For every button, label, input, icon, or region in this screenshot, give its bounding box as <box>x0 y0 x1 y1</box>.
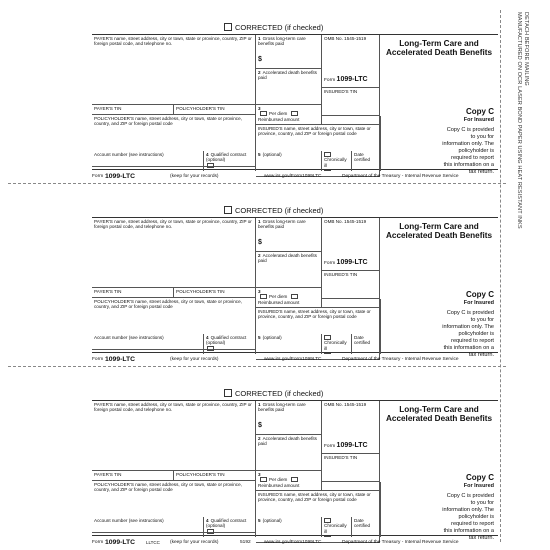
box4-label: Qualified contract (optional) <box>206 152 247 163</box>
box3-number: 3 <box>258 289 261 294</box>
account-number-field[interactable] <box>92 517 204 537</box>
box5-number: 5 <box>258 335 261 340</box>
omb-cell <box>322 35 380 88</box>
chronically-ill-label: Chronically ill <box>324 157 347 168</box>
keep-for-records: (keep for your records) <box>170 540 219 545</box>
side-text-manufactured: MANUFACTURED ON OCR LASER BOND PAPER USING HEAT RESISTANT INKS <box>516 12 522 229</box>
date-certified-field[interactable] <box>352 334 380 354</box>
policyholder-tin-label: POLICYHOLDER'S TIN <box>176 472 225 477</box>
box3-cell <box>256 471 322 491</box>
policyholder-address-label: POLICYHOLDER'S name, street address, city or town, state or province, country, and ZIP or foreign postal code <box>94 482 242 493</box>
box4-label: Qualified contract (optional) <box>206 518 247 529</box>
form-number: 1099-LTC <box>336 442 368 449</box>
per-diem-checkbox[interactable] <box>260 477 267 482</box>
payer-label: PAYER'S name, street address, city or town, state or province, country, ZIP or foreign postal code, and telephone no. <box>94 36 252 47</box>
vertical-perforation <box>500 10 501 542</box>
box5-label: (optional) <box>262 152 282 157</box>
date-certified-label: Date certified <box>354 335 371 346</box>
form-title: Long-Term Care and Accelerated Death Benefits <box>385 222 493 241</box>
box2-number: 2 <box>258 70 261 75</box>
reimbursed-label: Reimbursed amount <box>258 299 300 305</box>
payer-label: PAYER'S name, street address, city or town, state or province, country, ZIP or foreign postal code, and telephone no. <box>94 402 252 413</box>
copy-label: Copy C <box>466 107 494 116</box>
policyholder-tin-field[interactable] <box>174 105 256 115</box>
form-grid <box>92 217 498 358</box>
corrected-checkbox-row[interactable] <box>224 23 364 33</box>
keep-for-records: (keep for your records) <box>170 174 219 179</box>
per-diem-label: Per diem <box>269 477 288 483</box>
reimbursed-checkbox[interactable] <box>291 111 298 116</box>
chronically-ill-checkbox[interactable] <box>324 152 331 157</box>
insured-tin-field[interactable] <box>322 271 380 299</box>
policyholder-tin-field[interactable] <box>174 288 256 298</box>
box4-qualified-contract <box>204 517 256 537</box>
box1-gross-benefits[interactable] <box>256 401 322 435</box>
policyholder-address-label: POLICYHOLDER'S name, street address, city or town, state or province, country, and ZIP or foreign postal code <box>94 299 242 310</box>
terminally-ill-checkbox[interactable] <box>324 536 331 537</box>
footer-form-prefix: Form <box>92 174 104 179</box>
form-title: Long-Term Care and Accelerated Death Benefits <box>385 405 493 424</box>
box5-number: 5 <box>258 152 261 157</box>
payer-tin-label: PAYER'S TIN <box>94 472 122 477</box>
illness-cell <box>322 334 352 354</box>
date-certified-field[interactable] <box>352 151 380 171</box>
insured-tin-label: INSURED'S TIN <box>324 89 358 94</box>
box1-number: 1 <box>258 36 261 41</box>
box5-label: (optional) <box>262 518 282 523</box>
payer-tin-label: PAYER'S TIN <box>94 106 122 111</box>
box2-label: Accelerated death benefits paid <box>258 70 317 81</box>
form-title: Long-Term Care and Accelerated Death Benefits <box>385 39 493 58</box>
box4-number: 4 <box>206 335 209 340</box>
dollar-sign: $ <box>258 422 262 429</box>
payer-tin-label: PAYER'S TIN <box>94 289 122 294</box>
chronically-ill-checkbox[interactable] <box>324 335 331 340</box>
box1-label: Gross long-term care benefits paid <box>258 402 306 413</box>
side-text-detach: DETACH BEFORE MAILING <box>523 12 529 86</box>
chronically-ill-label: Chronically ill <box>324 340 347 351</box>
copy-label: Copy C <box>466 473 494 482</box>
dollar-sign: $ <box>258 239 262 246</box>
copy-instructions: Copy C is provided to you for information only. The policyholder is required to report this information on a tax return. <box>442 493 494 541</box>
keep-for-records: (keep for your records) <box>170 357 219 362</box>
corrected-label: CORRECTED (if checked) <box>235 389 324 398</box>
box1-gross-benefits[interactable] <box>256 218 322 252</box>
terminally-ill-checkbox[interactable] <box>324 170 331 171</box>
reimbursed-label: Reimbursed amount <box>258 116 300 122</box>
form-number: 1099-LTC <box>336 259 368 266</box>
insured-tin-label: INSURED'S TIN <box>324 455 358 460</box>
payer-tin-field[interactable] <box>92 471 174 481</box>
box1-gross-benefits[interactable] <box>256 35 322 69</box>
omb-label: OMB No. 1545-1519 <box>324 36 367 41</box>
box4-number: 4 <box>206 518 209 523</box>
irs-url: www.irs.gov/Form1099LTC <box>264 540 322 545</box>
box2-number: 2 <box>258 253 261 258</box>
box4-label: Qualified contract (optional) <box>206 335 247 346</box>
footer-form-prefix: Form <box>92 540 104 545</box>
copy-label: Copy C <box>466 290 494 299</box>
box1-number: 1 <box>258 402 261 407</box>
catalog-number: 5192 <box>240 540 251 545</box>
insured-address-field-top[interactable] <box>322 116 380 125</box>
reimbursed-label: Reimbursed amount <box>258 482 300 488</box>
form-prefix: Form <box>324 444 336 449</box>
treasury-dept: Department of the Treasury - Internal Revenue Service <box>342 540 459 545</box>
form-grid <box>92 34 498 175</box>
treasury-dept: Department of the Treasury - Internal Revenue Service <box>342 174 459 179</box>
form-footer <box>92 172 498 181</box>
form-number: 1099-LTC <box>336 76 368 83</box>
payer-field[interactable] <box>92 218 256 288</box>
omb-label: OMB No. 1545-1519 <box>324 402 367 407</box>
corrected-label: CORRECTED (if checked) <box>235 23 324 32</box>
account-label: Account number (see instructions) <box>94 335 164 340</box>
account-number-field[interactable] <box>92 151 204 171</box>
box5-optional[interactable] <box>256 334 322 354</box>
insured-address-label: INSURED'S name, street address, city or town, state or province, country, and ZIP or foreign postal code <box>258 126 371 137</box>
reimbursed-checkbox[interactable] <box>291 477 298 482</box>
irs-url: www.irs.gov/Form1099LTC <box>264 357 322 362</box>
box4-qualified-contract <box>204 334 256 354</box>
box3-cell <box>256 288 322 308</box>
date-certified-field[interactable] <box>352 517 380 537</box>
omb-cell <box>322 218 380 271</box>
footer-form-number: 1099-LTC <box>105 356 136 363</box>
per-diem-label: Per diem <box>269 111 288 117</box>
copy-instructions: Copy C is provided to you for information only. The policyholder is required to report this information on a tax return. <box>442 127 494 175</box>
insured-address-label: INSURED'S name, street address, city or town, state or province, country, and ZIP or foreign postal code <box>258 309 371 320</box>
chronically-ill-checkbox[interactable] <box>324 518 331 523</box>
policyholder-tin-label: POLICYHOLDER'S TIN <box>176 289 225 294</box>
payer-field[interactable] <box>92 35 256 105</box>
omb-cell <box>322 401 380 454</box>
payer-tin-field[interactable] <box>92 288 174 298</box>
corrected-label: CORRECTED (if checked) <box>235 206 324 215</box>
corrected-checkbox[interactable] <box>224 23 232 31</box>
policyholder-address-label: POLICYHOLDER'S name, street address, city or town, state or province, country, and ZIP or foreign postal code <box>94 116 242 127</box>
payer-field[interactable] <box>92 401 256 471</box>
per-diem-checkbox[interactable] <box>260 111 267 116</box>
box1-label: Gross long-term care benefits paid <box>258 219 306 230</box>
form-prefix: Form <box>324 78 336 83</box>
box5-number: 5 <box>258 518 261 523</box>
corrected-checkbox-row[interactable] <box>224 389 364 399</box>
box1-label: Gross long-term care benefits paid <box>258 36 306 47</box>
perforation-line <box>8 183 506 184</box>
catalog-code: LLTCC <box>146 540 160 545</box>
insured-tin-field[interactable] <box>322 88 380 116</box>
corrected-checkbox[interactable] <box>224 389 232 397</box>
box2-accelerated-death[interactable] <box>256 435 322 471</box>
for-insured-label: For Insured <box>463 117 494 123</box>
payer-tin-field[interactable] <box>92 105 174 115</box>
box1-number: 1 <box>258 219 261 224</box>
box2-label: Accelerated death benefits paid <box>258 436 317 447</box>
insured-address-field-top[interactable] <box>322 482 380 491</box>
box5-optional[interactable] <box>256 151 322 171</box>
box3-number: 3 <box>258 106 261 111</box>
box2-accelerated-death[interactable] <box>256 69 322 105</box>
insured-address-field-top[interactable] <box>322 299 380 308</box>
box3-cell <box>256 105 322 125</box>
irs-url: www.irs.gov/Form1099LTC <box>264 174 322 179</box>
account-number-field[interactable] <box>92 334 204 354</box>
illness-cell <box>322 517 352 537</box>
side-print <box>503 12 547 312</box>
payer-label: PAYER'S name, street address, city or town, state or province, country, ZIP or foreign postal code, and telephone no. <box>94 219 252 230</box>
qualified-contract-checkbox[interactable] <box>207 163 214 168</box>
for-insured-label: For Insured <box>463 300 494 306</box>
chronically-ill-label: Chronically ill <box>324 523 347 534</box>
qualified-contract-checkbox[interactable] <box>207 529 214 534</box>
box2-accelerated-death[interactable] <box>256 252 322 288</box>
qualified-contract-checkbox[interactable] <box>207 346 214 351</box>
box2-number: 2 <box>258 436 261 441</box>
policyholder-tin-field[interactable] <box>174 471 256 481</box>
box4-qualified-contract <box>204 151 256 171</box>
box5-label: (optional) <box>262 335 282 340</box>
box4-number: 4 <box>206 152 209 157</box>
account-label: Account number (see instructions) <box>94 152 164 157</box>
dollar-sign: $ <box>258 56 262 63</box>
form-footer <box>92 355 498 364</box>
insured-tin-label: INSURED'S TIN <box>324 272 358 277</box>
footer-form-number: 1099-LTC <box>105 173 136 180</box>
account-label: Account number (see instructions) <box>94 518 164 523</box>
per-diem-checkbox[interactable] <box>260 294 267 299</box>
box5-optional[interactable] <box>256 517 322 537</box>
date-certified-label: Date certified <box>354 518 371 529</box>
corrected-checkbox[interactable] <box>224 206 232 214</box>
corrected-checkbox-row[interactable] <box>224 206 364 216</box>
copy-instructions: Copy C is provided to you for information only. The policyholder is required to report this information on a tax return. <box>442 310 494 358</box>
insured-address-label: INSURED'S name, street address, city or town, state or province, country, and ZIP or foreign postal code <box>258 492 371 503</box>
omb-label: OMB No. 1545-1519 <box>324 219 367 224</box>
terminally-ill-checkbox[interactable] <box>324 353 331 354</box>
treasury-dept: Department of the Treasury - Internal Revenue Service <box>342 357 459 362</box>
form-copy <box>92 206 498 363</box>
insured-tin-field[interactable] <box>322 454 380 482</box>
policyholder-tin-label: POLICYHOLDER'S TIN <box>176 106 225 111</box>
form-prefix: Form <box>324 261 336 266</box>
form-grid <box>92 400 498 541</box>
form-footer <box>92 538 498 547</box>
footer-form-number: 1099-LTC <box>105 539 136 546</box>
reimbursed-checkbox[interactable] <box>291 294 298 299</box>
form-copy <box>92 23 498 180</box>
perforation-line <box>8 366 506 367</box>
per-diem-label: Per diem <box>269 294 288 300</box>
form-copy <box>92 389 498 546</box>
box3-number: 3 <box>258 472 261 477</box>
illness-cell <box>322 151 352 171</box>
date-certified-label: Date certified <box>354 152 371 163</box>
box2-label: Accelerated death benefits paid <box>258 253 317 264</box>
footer-form-prefix: Form <box>92 357 104 362</box>
for-insured-label: For Insured <box>463 483 494 489</box>
